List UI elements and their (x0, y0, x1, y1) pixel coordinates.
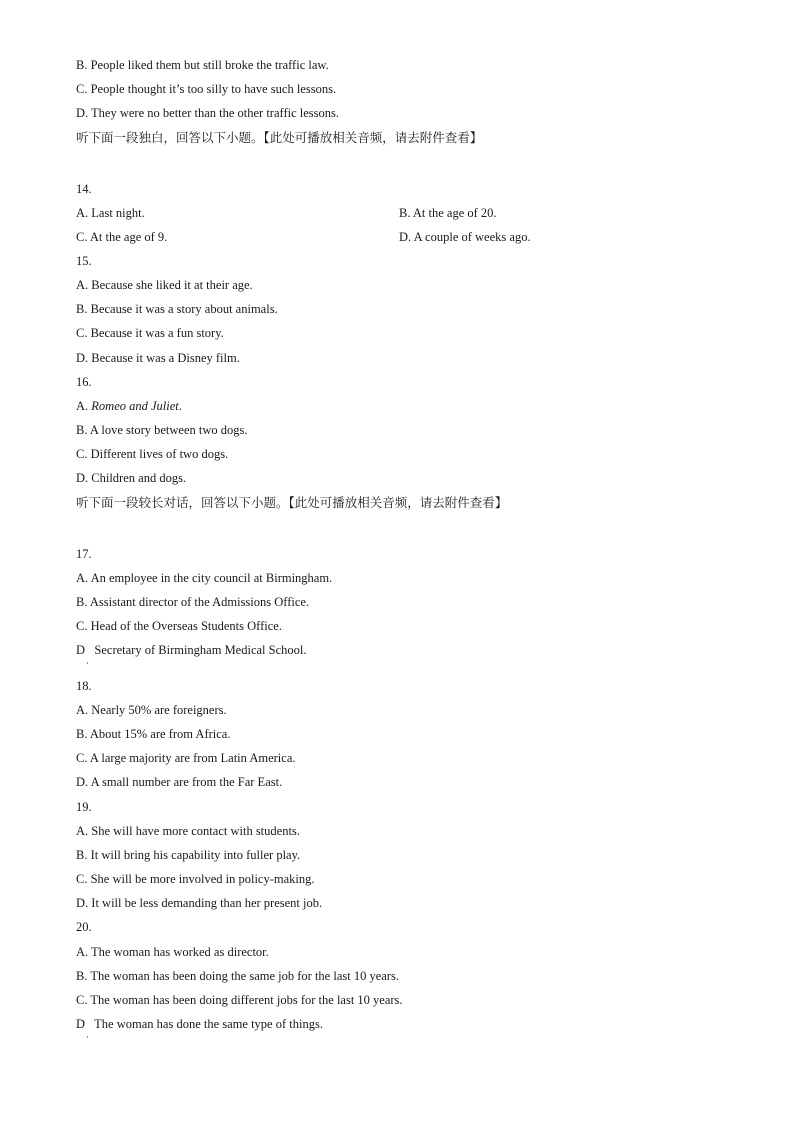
q17-number: 17. (76, 547, 92, 561)
q17-option-a: A. An employee in the city council at Birmingham. (76, 571, 333, 585)
q14-option-c: C. At the age of 9. (76, 230, 168, 244)
q17-option-b: B. Assistant director of the Admissions Office. (76, 595, 310, 609)
q19-option-b: B. It will bring his capability into fuller play. (76, 848, 301, 862)
q16-option-a-suffix: . (178, 399, 182, 413)
q14-option-d: D. A couple of weeks ago. (399, 230, 531, 244)
q16-option-a (76, 398, 182, 414)
q15-option-b: B. Because it was a story about animals. (76, 302, 278, 316)
q17-option-c: C. Head of the Overseas Students Office. (76, 619, 282, 633)
q19-option-a: A. She will have more contact with students. (76, 824, 300, 838)
dialogue-instruction: 听下面一段较长对话，回答以下小题。【此处可播放相关音频，请去附件查看】 (76, 495, 508, 510)
q20-option-b: B. The woman has been doing the same job for the last 10 years. (76, 969, 399, 983)
q15-option-c: C. Because it was a fun story. (76, 326, 224, 340)
q14-option-a: A. Last night. (76, 206, 145, 220)
stray-dot-mark: · (86, 1032, 89, 1042)
q18-option-a: A. Nearly 50% are foreigners. (76, 703, 227, 717)
q18-option-c: C. A large majority are from Latin America. (76, 751, 296, 765)
q20-option-d: D The woman has done the same type of things. (76, 1017, 323, 1031)
q16-option-a-prefix: A. (76, 399, 92, 413)
q14-number: 14. (76, 182, 92, 196)
q18-number: 18. (76, 679, 92, 693)
q19-option-c: C. She will be more involved in policy-making. (76, 872, 315, 886)
q15-number: 15. (76, 254, 92, 268)
q20-option-c: C. The woman has been doing different jobs for the last 10 years. (76, 993, 403, 1007)
q16-option-d: D. Children and dogs. (76, 471, 187, 485)
q16-number: 16. (76, 375, 92, 389)
monologue-instruction: 听下面一段独白，回答以下小题。【此处可播放相关音频，请去附件查看】 (76, 130, 483, 145)
q18-option-b: B. About 15% are from Africa. (76, 727, 231, 741)
q16-option-c: C. Different lives of two dogs. (76, 447, 229, 461)
q20-number: 20. (76, 920, 92, 934)
q15-option-d: D. Because it was a Disney film. (76, 351, 240, 365)
q18-option-d: D. A small number are from the Far East. (76, 775, 283, 789)
q13-option-c: C. People thought it’s too silly to have such lessons. (76, 82, 337, 96)
q13-option-b: B. People liked them but still broke the traffic law. (76, 58, 329, 72)
q13-option-d: D. They were no better than the other traffic lessons. (76, 106, 339, 120)
q16-option-a-title: Romeo and Juliet (91, 399, 179, 413)
q16-option-b: B. A love story between two dogs. (76, 423, 248, 437)
q20-option-a: A. The woman has worked as director. (76, 945, 269, 959)
q17-option-d: D Secretary of Birmingham Medical School. (76, 643, 307, 657)
q14-option-b: B. At the age of 20. (399, 206, 497, 220)
q15-option-a: A. Because she liked it at their age. (76, 278, 253, 292)
stray-dot-mark: · (86, 658, 89, 668)
q19-option-d: D. It will be less demanding than her present job. (76, 896, 323, 910)
q19-number: 19. (76, 800, 92, 814)
